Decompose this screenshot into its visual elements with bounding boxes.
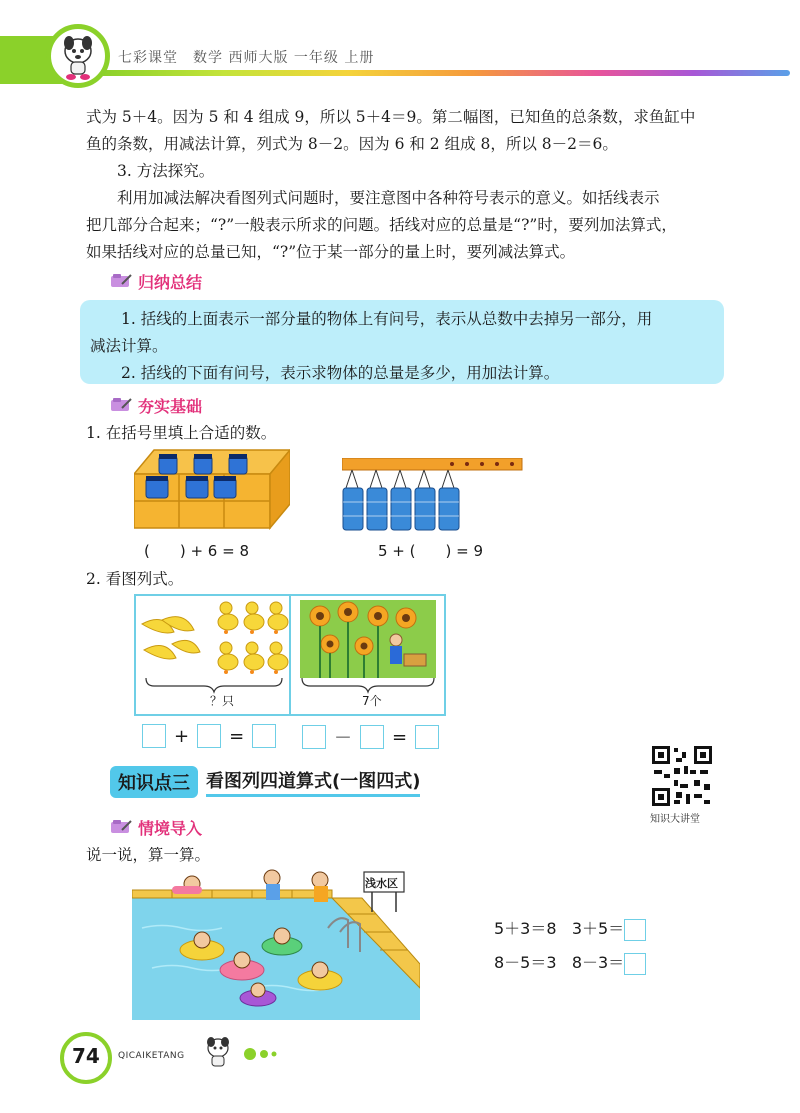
minus-sign: － (334, 728, 352, 749)
summary-item-1-line-1: 1. 括线的上面表示一部分量的物体上有问号，表示从总数中去掉另一部分，用 (121, 310, 653, 328)
pool-sign-label: 浅水区 (365, 877, 398, 890)
section-summary-heading (110, 268, 202, 294)
knowledge-point-tag: 知识点三 (110, 766, 198, 798)
calc-row-1 (494, 916, 646, 941)
pen-folder-icon (110, 818, 132, 836)
calc-1a: 5＋3＝8 (494, 919, 557, 938)
q2-picture-frame (134, 594, 446, 720)
answer-box[interactable] (415, 725, 439, 749)
question-2: 2. 看图列式。 (86, 570, 184, 588)
qr-code-icon[interactable] (650, 744, 714, 812)
method-line-2: 把几部分合起来；“?”一般表示所求的问题。括线对应的总量是“?”时，要列加法算式， (86, 216, 677, 234)
pen-folder-icon (110, 272, 132, 290)
pool-scene-image (132, 868, 420, 1024)
q1-formula-a: ( ) + 6 = 8 (144, 542, 250, 560)
summary-box (80, 300, 724, 384)
answer-box[interactable] (624, 953, 646, 975)
answer-box[interactable] (197, 724, 221, 748)
dog-mascot-icon (51, 29, 105, 83)
qr-caption: 知识大讲堂 (650, 814, 700, 825)
answer-box[interactable] (360, 725, 384, 749)
jar-crate-image (134, 448, 290, 534)
section-basics-label: 夯实基础 (138, 396, 203, 416)
q2-equation-b (302, 724, 439, 750)
question-1: 1. 在括号里填上合适的数。 (86, 424, 277, 442)
calc-row-2 (494, 950, 646, 975)
intro-line-2: 鱼的条数，用减法计算，列式为 8－2。因为 6 和 2 组成 8，所以 8－2＝6。 (86, 135, 618, 153)
equals-sign: = (229, 725, 245, 747)
answer-box[interactable] (142, 724, 166, 748)
header-title: 七彩课堂 数学 西师大版 一年级 上册 (118, 50, 375, 66)
summary-item-1-line-2: 减法计算。 (90, 337, 168, 355)
intro-paragraph (86, 104, 726, 266)
section-summary-label: 归纳总结 (138, 272, 203, 292)
hanging-jars-image (342, 458, 524, 536)
q2-label-b: 7个 (362, 694, 382, 708)
section-basics-heading (110, 392, 202, 418)
page-number: 74 (72, 1044, 100, 1068)
method-line-1: 利用加减法解决看图列式问题时，要注意图中各种符号表示的意义。如括线表示 (117, 189, 660, 207)
method-heading: 3. 方法探究。 (117, 162, 215, 180)
q2-equation-a (142, 724, 276, 748)
q2-label-a: ？只 (210, 694, 235, 708)
knowledge-point-title: 看图列四道算式(一图四式) (206, 767, 420, 797)
header-rainbow-line (100, 70, 790, 76)
calc-2a: 8－5＝3 (494, 953, 557, 972)
q1-formula-b: 5 + ( ) = 9 (378, 542, 484, 560)
plus-sign: + (174, 725, 190, 747)
answer-box[interactable] (624, 919, 646, 941)
scene-prompt: 说一说，算一算。 (86, 846, 211, 864)
pen-folder-icon (110, 396, 132, 414)
method-line-3: 如果括线对应的总量已知，“?”位于某一部分的量上时，要列减法算式。 (86, 243, 576, 261)
calc-1b: 3＋5＝ (571, 919, 625, 938)
equals-sign: = (392, 726, 408, 748)
answer-box[interactable] (302, 725, 326, 749)
section-scene-label: 情境导入 (138, 818, 203, 838)
section-scene-heading (110, 814, 202, 840)
footer-brand: QICAIKETANG (118, 1051, 185, 1061)
calc-2b: 8－3＝ (571, 953, 625, 972)
footer-mascot (200, 1032, 280, 1076)
dog-mascot-icon (200, 1032, 280, 1072)
answer-box[interactable] (252, 724, 276, 748)
intro-line-1: 式为 5＋4。因为 5 和 4 组成 9，所以 5＋4＝9。第二幅图，已知鱼的总条数，求鱼缸中 (86, 108, 696, 126)
summary-item-2: 2. 括线的下面有问号，表示求物体的总量是多少，用加法计算。 (121, 364, 560, 382)
knowledge-point-banner (110, 766, 420, 798)
header-mascot-circle (46, 24, 110, 88)
